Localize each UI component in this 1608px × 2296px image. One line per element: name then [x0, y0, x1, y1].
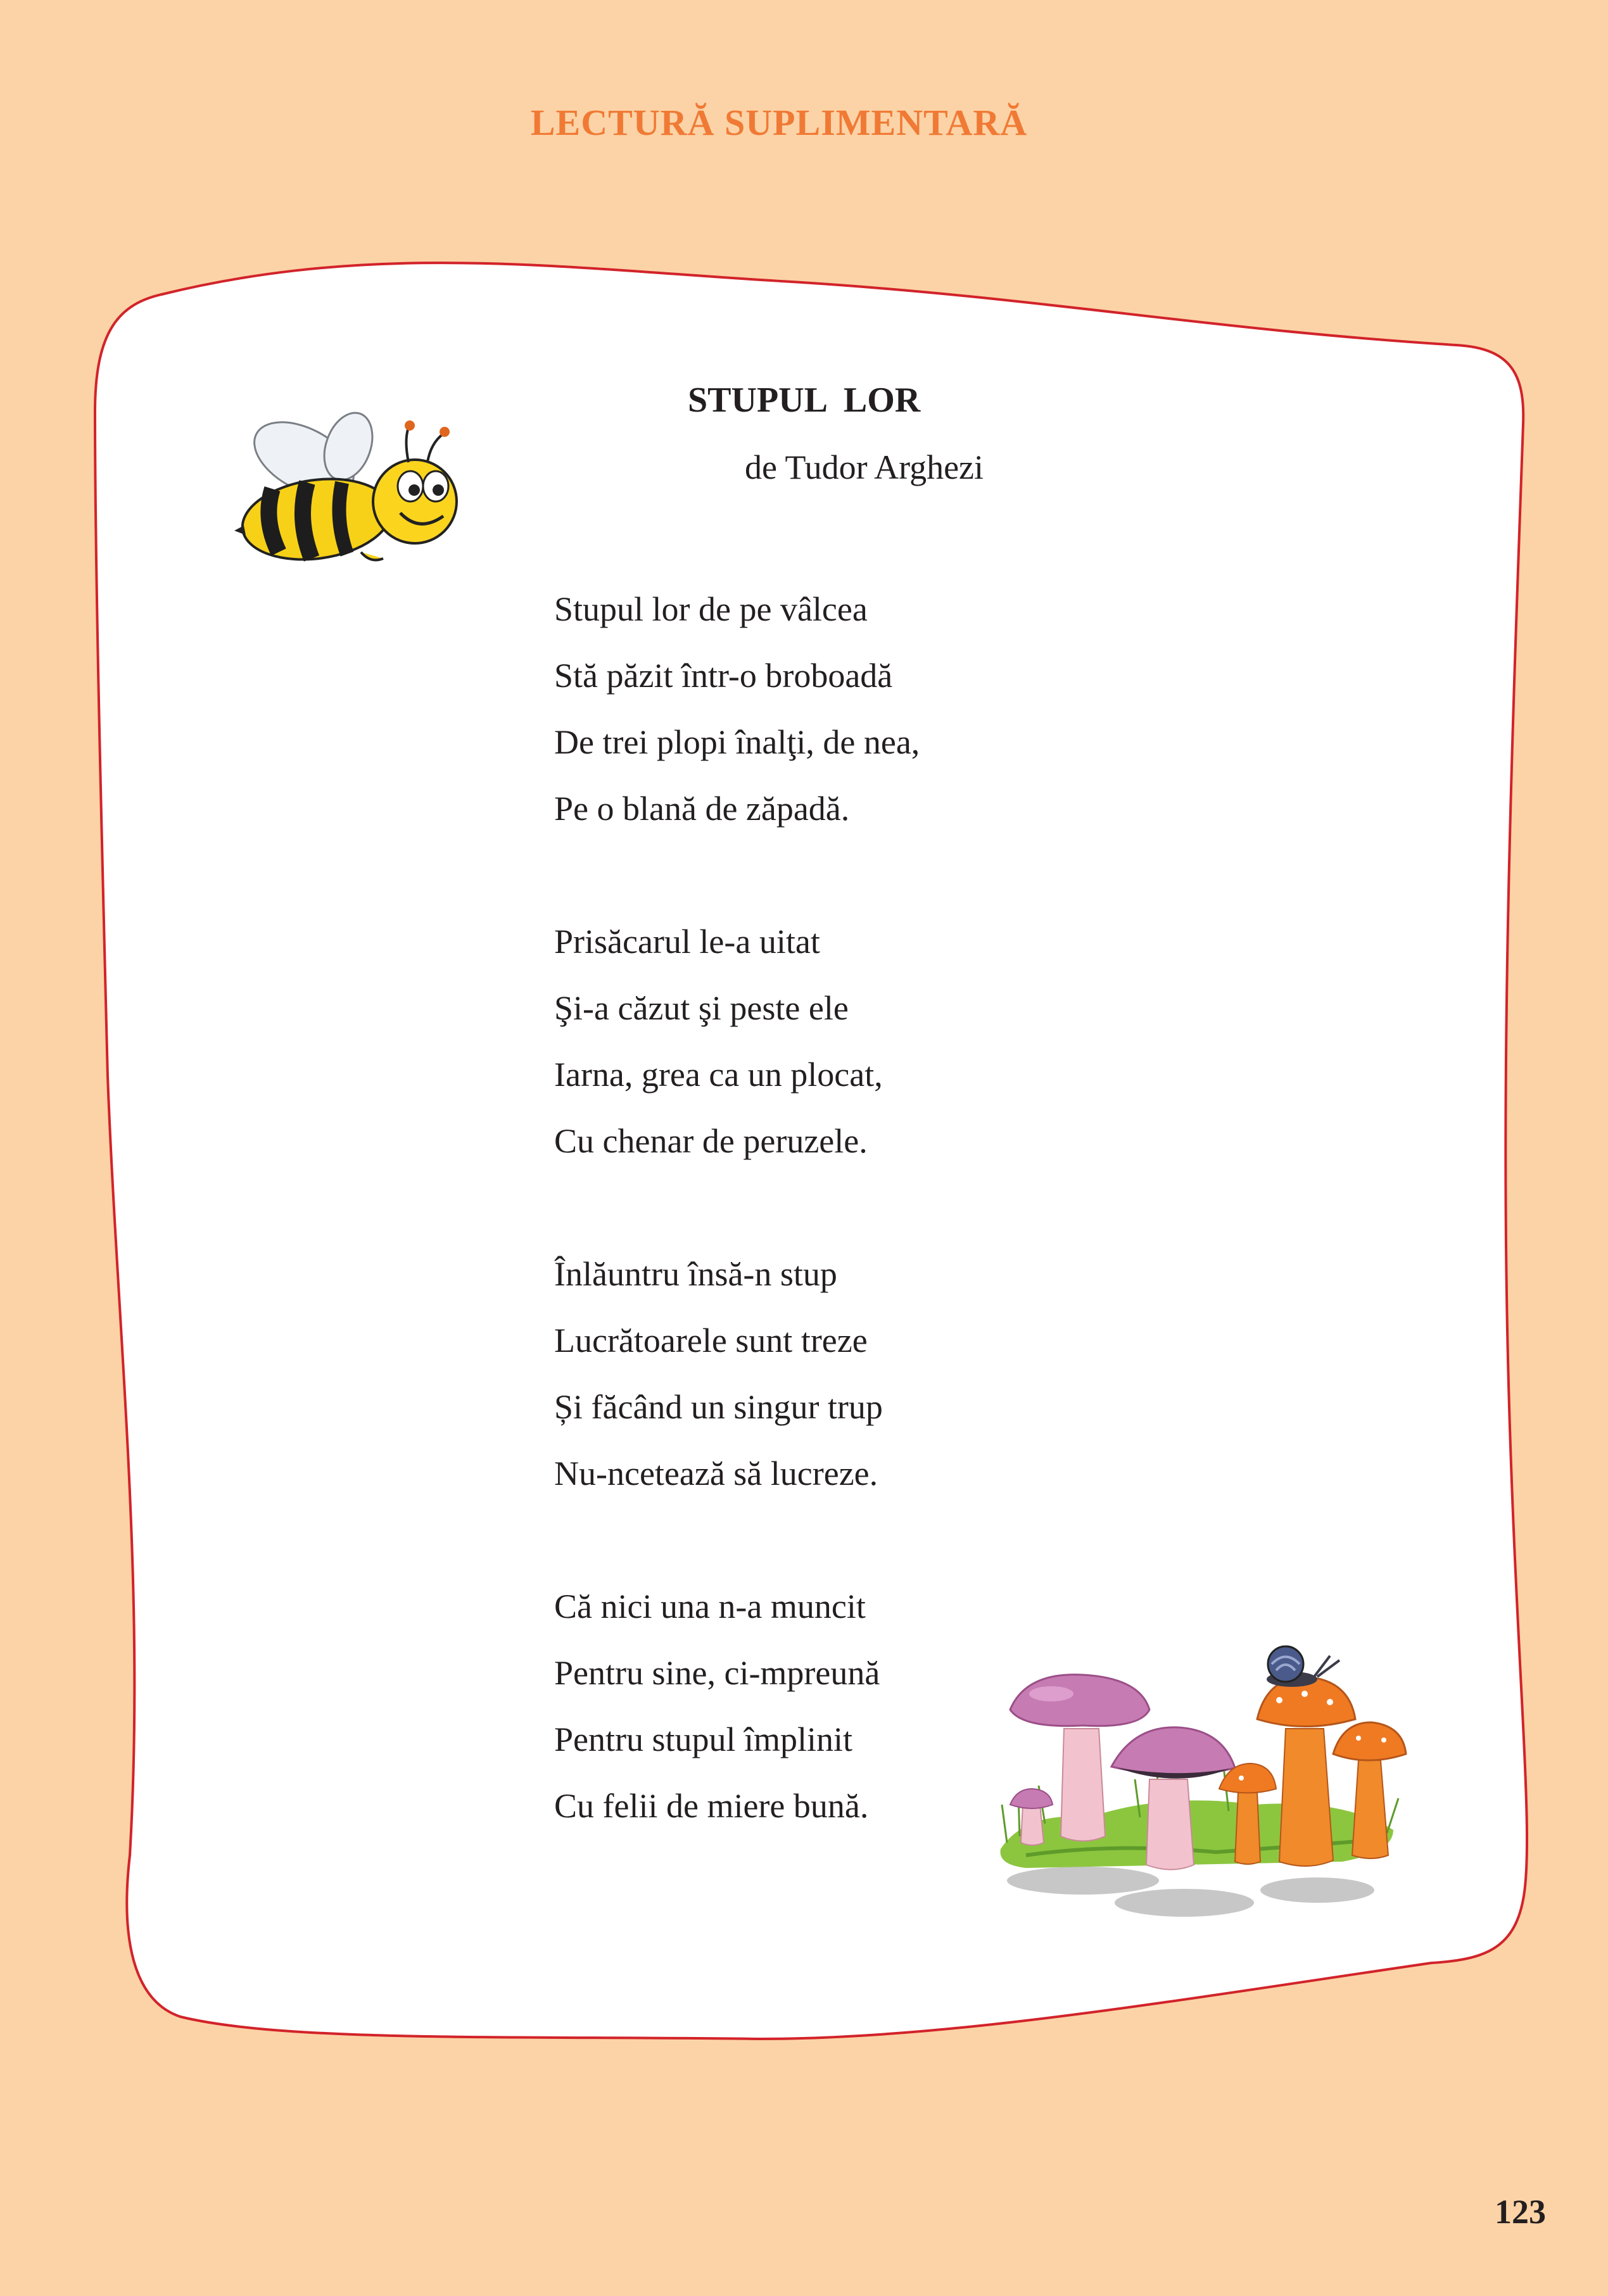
poem-line: Stă păzit într-o broboadă	[554, 657, 893, 695]
poem-line: Şi-a căzut şi peste ele	[554, 989, 849, 1027]
bee-illustration	[234, 412, 475, 570]
stanza	[554, 909, 920, 1175]
poem-line: Nu-ncetează să lucreze.	[554, 1454, 878, 1492]
poem-line: De trei plopi înalţi, de nea,	[554, 723, 920, 761]
stanza	[554, 1241, 920, 1507]
poem-line: Pentru sine, ci-mpreună	[554, 1654, 880, 1692]
poem-line: Că nici una n-a muncit	[554, 1587, 866, 1625]
poem-line: Cu felii de miere bună.	[554, 1787, 869, 1825]
stanza	[554, 576, 920, 842]
stanza	[554, 1574, 920, 1839]
poem-line: Și făcând un singur trup	[554, 1388, 883, 1426]
poem-title: STUPUL LOR	[688, 381, 921, 420]
poem-line: Stupul lor de pe vâlcea	[554, 590, 868, 628]
poem-line: Iarna, grea ca un plocat,	[554, 1056, 883, 1094]
page-number: 123	[1495, 2193, 1546, 2231]
poem-line: Lucrătoarele sunt treze	[554, 1321, 868, 1359]
section-title: LECTURĂ SUPLIMENTARĂ	[530, 102, 1028, 143]
poem-line: Prisăcarul le-a uitat	[554, 923, 820, 961]
mushrooms-snail-illustration	[988, 1634, 1431, 1925]
poem-body	[554, 576, 920, 1839]
poem-line: Pe o blană de zăpadă.	[554, 790, 850, 828]
poem-line: Cu chenar de peruzele.	[554, 1122, 868, 1160]
poem-author: de Tudor Arghezi	[745, 448, 984, 486]
poem-line: Pentru stupul împlinit	[554, 1720, 853, 1758]
poem-line: Înlăuntru însă-n stup	[554, 1255, 837, 1293]
